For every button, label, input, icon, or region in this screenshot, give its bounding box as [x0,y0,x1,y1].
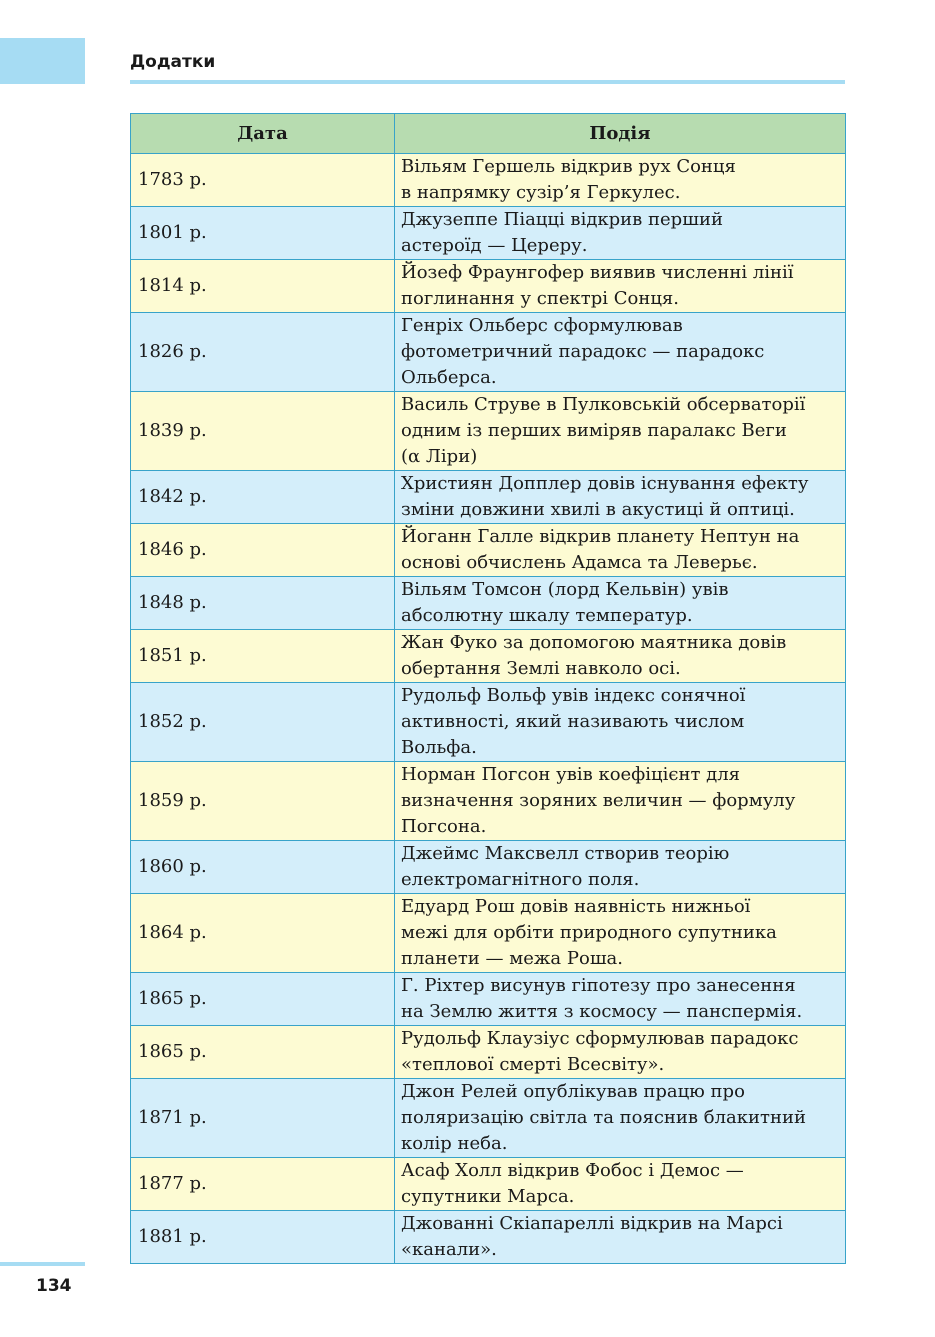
event-text-line: одним із перших виміряв паралакс Веги [401,420,787,441]
event-text-line: Ольберса. [401,367,497,388]
event-cell [395,841,846,894]
table-header-row [131,114,846,154]
table-row [131,973,846,1026]
page-number: 134 [36,1276,72,1296]
date-cell: 1851 р. [131,630,395,683]
event-text-line: абсолютну шкалу температур. [401,605,693,626]
table-row [131,1079,846,1158]
date-cell: 1846 р. [131,524,395,577]
event-text-line: зміни довжини хвилі в акустиці й оптиці. [401,499,795,520]
date-cell: 1801 р. [131,207,395,260]
event-text-line: Джон Релей опублікував працю про [401,1081,745,1102]
event-cell [395,524,846,577]
event-text-line: визначення зоряних величин — формулу [401,790,796,811]
event-text-line: Генріх Ольберс сформулював [401,315,683,336]
date-cell: 1881 р. [131,1211,395,1264]
table-row [131,313,846,392]
event-text-line: Йозеф Фраунгофер виявив численні лінії [401,262,794,283]
event-text-line: «теплової смерті Всесвіту». [401,1054,665,1075]
table-row [131,1158,846,1211]
column-header-date: Дата [131,114,395,154]
event-text-line: Джеймс Максвелл створив теорію [401,843,730,864]
table-row [131,154,846,207]
event-text-line: основі обчислень Адамса та Леверьє. [401,552,758,573]
table-row [131,841,846,894]
header-rule [130,80,845,84]
event-text-line: Погсона. [401,816,487,837]
event-text-line: Вільям Томсон (лорд Кельвін) увів [401,579,729,600]
event-text-line: Йоганн Галле відкрив планету Нептун на [401,526,800,547]
table-row [131,577,846,630]
date-cell: 1852 р. [131,683,395,762]
table-body [131,154,846,1264]
event-cell [395,1079,846,1158]
event-cell [395,973,846,1026]
event-text-line: Джованні Скіапареллі відкрив на Марсі [401,1213,783,1234]
event-cell [395,1158,846,1211]
event-text-line: поляризацію світла та пояснив блакитний [401,1107,806,1128]
table-row [131,524,846,577]
date-cell: 1839 р. [131,392,395,471]
event-cell [395,471,846,524]
table-row [131,1026,846,1079]
date-cell: 1865 р. [131,973,395,1026]
event-text-line: «канали». [401,1239,497,1260]
table-row [131,471,846,524]
event-cell [395,683,846,762]
event-text-line: (α Ліри) [401,446,478,467]
event-cell [395,894,846,973]
event-cell [395,577,846,630]
event-text-line: Рудольф Клаузіус сформулював парадокс [401,1028,799,1049]
event-text-line: межі для орбіти природного супутника [401,922,777,943]
event-text-line: на Землю життя з космосу — панспермія. [401,1001,803,1022]
event-text-line: Асаф Холл відкрив Фобос і Демос — [401,1160,744,1181]
event-text-line: в напрямку сузір’я Геркулес. [401,182,681,203]
table-row [131,392,846,471]
event-cell [395,260,846,313]
event-text-line: Василь Струве в Пулковській обсерваторії [401,394,806,415]
date-cell: 1783 р. [131,154,395,207]
table-row [131,260,846,313]
event-text-line: обертання Землі навколо осі. [401,658,681,679]
date-cell: 1814 р. [131,260,395,313]
date-cell: 1860 р. [131,841,395,894]
event-text-line: Рудольф Вольф увів індекс сонячної [401,685,746,706]
table-row [131,762,846,841]
table-row [131,894,846,973]
event-cell [395,1026,846,1079]
date-cell: 1871 р. [131,1079,395,1158]
event-text-line: Норман Погсон увів коефіцієнт для [401,764,740,785]
event-text-line: колір неба. [401,1133,508,1154]
date-cell: 1859 р. [131,762,395,841]
event-text-line: фотометричний парадокс — парадокс [401,341,765,362]
date-cell: 1848 р. [131,577,395,630]
event-cell [395,392,846,471]
event-cell [395,630,846,683]
table-row [131,1211,846,1264]
event-text-line: Г. Ріхтер висунув гіпотезу про занесення [401,975,796,996]
date-cell: 1877 р. [131,1158,395,1211]
event-cell [395,1211,846,1264]
event-text-line: Жан Фуко за допомогою маятника довів [401,632,787,653]
table-row [131,630,846,683]
date-cell: 1842 р. [131,471,395,524]
event-text-line: Едуард Рош довів наявність нижньої [401,896,751,917]
events-table [130,113,846,1264]
event-text-line: електромагнітного поля. [401,869,640,890]
event-cell [395,313,846,392]
section-title: Додатки [130,52,216,72]
column-header-event: Подія [395,114,846,154]
table-row [131,683,846,762]
table-row [131,207,846,260]
event-text-line: супутники Марса. [401,1186,575,1207]
event-text-line: активності, який називають числом [401,711,745,732]
event-text-line: планети — межа Роша. [401,948,624,969]
date-cell: 1865 р. [131,1026,395,1079]
event-cell [395,207,846,260]
event-text-line: Вільям Гершель відкрив рух Сонця [401,156,736,177]
footer-rule [0,1262,85,1266]
event-text-line: Християн Допплер довів існування ефекту [401,473,809,494]
date-cell: 1864 р. [131,894,395,973]
date-cell: 1826 р. [131,313,395,392]
event-cell [395,762,846,841]
corner-tab-decoration [0,38,85,84]
event-text-line: астероїд — Цереру. [401,235,588,256]
event-text-line: Вольфа. [401,737,477,758]
event-text-line: Джузеппе Піацці відкрив перший [401,209,723,230]
event-text-line: поглинання у спектрі Сонця. [401,288,680,309]
event-cell [395,154,846,207]
